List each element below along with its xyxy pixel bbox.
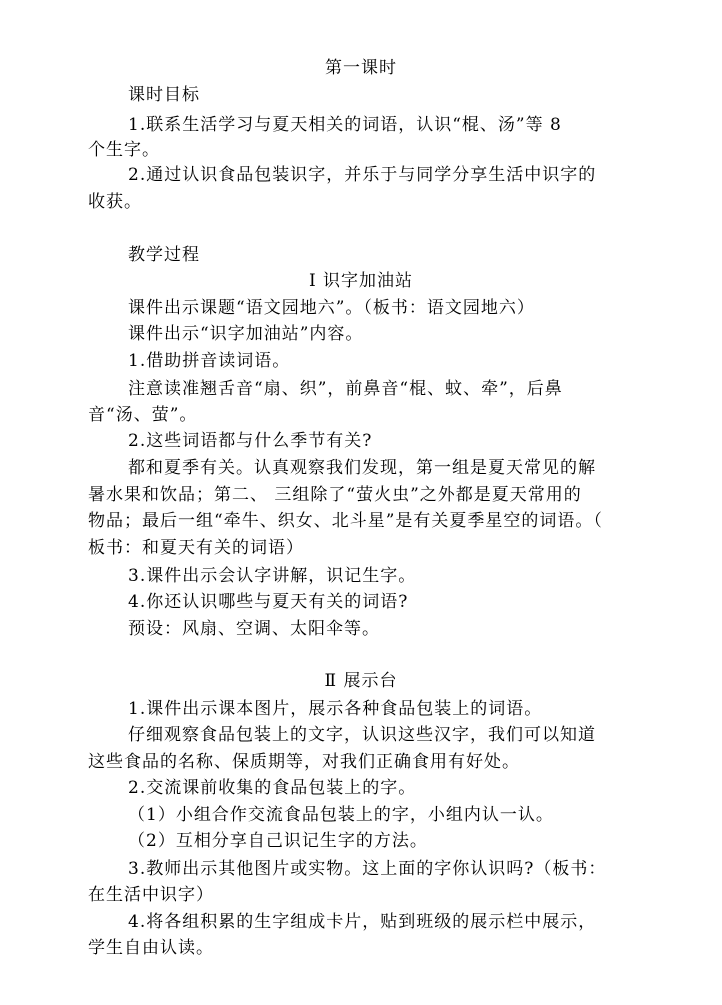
paragraph-line: （2）互相分享自己识记生字的方法。 [128,831,428,851]
paragraph-line: 1.课件出示课本图片，展示各种食品包装上的词语。 [128,699,543,719]
paragraph-line: 学生自由认读。 [88,938,214,958]
objective-line: 收获。 [88,192,142,212]
paragraph-line: 3.课件出示会认字讲解，识记生字。 [128,566,417,586]
section-title: Ⅰ 识字加油站 [308,271,414,291]
paragraph-line: 预设：风扇、空调、太阳伞等。 [128,619,380,639]
paragraph-line: 注意读准翘舌音“扇、织”，前鼻音“棍、蚊、牵”，后鼻 [128,379,563,399]
paragraph-line: 音“汤、萤”。 [88,405,198,425]
paragraph-line: 2.交流课前收集的食品包装上的字。 [128,778,417,798]
paragraph-line: 课件出示课题“语文园地六”。（板书：语文园地六） [128,298,535,318]
section-title: Ⅱ 展示台 [324,671,398,691]
objective-line: 个生字。 [88,140,160,160]
paragraph-line: （1）小组合作交流食品包装上的字，小组内认一认。 [128,805,554,825]
paragraph-line: 4.将各组积累的生字组成卡片，贴到班级的展示栏中展示， [128,912,597,932]
paragraph-line: 这些食品的名称、保质期等，对我们正确食用有好处。 [88,752,520,772]
paragraph-line: 2.这些词语都与什么季节有关? [128,431,373,451]
process-heading: 教学过程 [128,245,200,265]
paragraph-line: 仔细观察食品包装上的文字，认识这些汉字，我们可以知道 [128,725,596,745]
paragraph-line: 都和夏季有关。认真观察我们发现，第一组是夏天常见的解 [128,458,596,478]
lesson-title: 第一课时 [325,58,397,78]
paragraph-line: 板书：和夏天有关的词语） [88,538,304,558]
paragraph-line: 在生活中识字） [88,885,214,905]
paragraph-line: 4.你还认识哪些与夏天有关的词语? [128,592,409,612]
objectives-heading: 课时目标 [128,85,200,105]
objective-line: 1.联系生活学习与夏天相关的词语，认识“棍、汤”等 8 [128,115,562,135]
objective-line: 2.通过认识食品包装识字，并乐于与同学分享生活中识字的 [128,165,597,185]
paragraph-line: 暑水果和饮品；第二、 三组除了“萤火虫”之外都是夏天常用的 [88,485,582,505]
paragraph-line: 课件出示“识字加油站”内容。 [128,324,364,344]
paragraph-line: 物品；最后一组“牵牛、织女、北斗星”是有关夏季星空的词语。（ [88,511,603,531]
paragraph-line: 3.教师出示其他图片或实物。这上面的字你认识吗?（板书： [128,859,607,879]
paragraph-line: 1.借助拼音读词语。 [128,351,291,371]
